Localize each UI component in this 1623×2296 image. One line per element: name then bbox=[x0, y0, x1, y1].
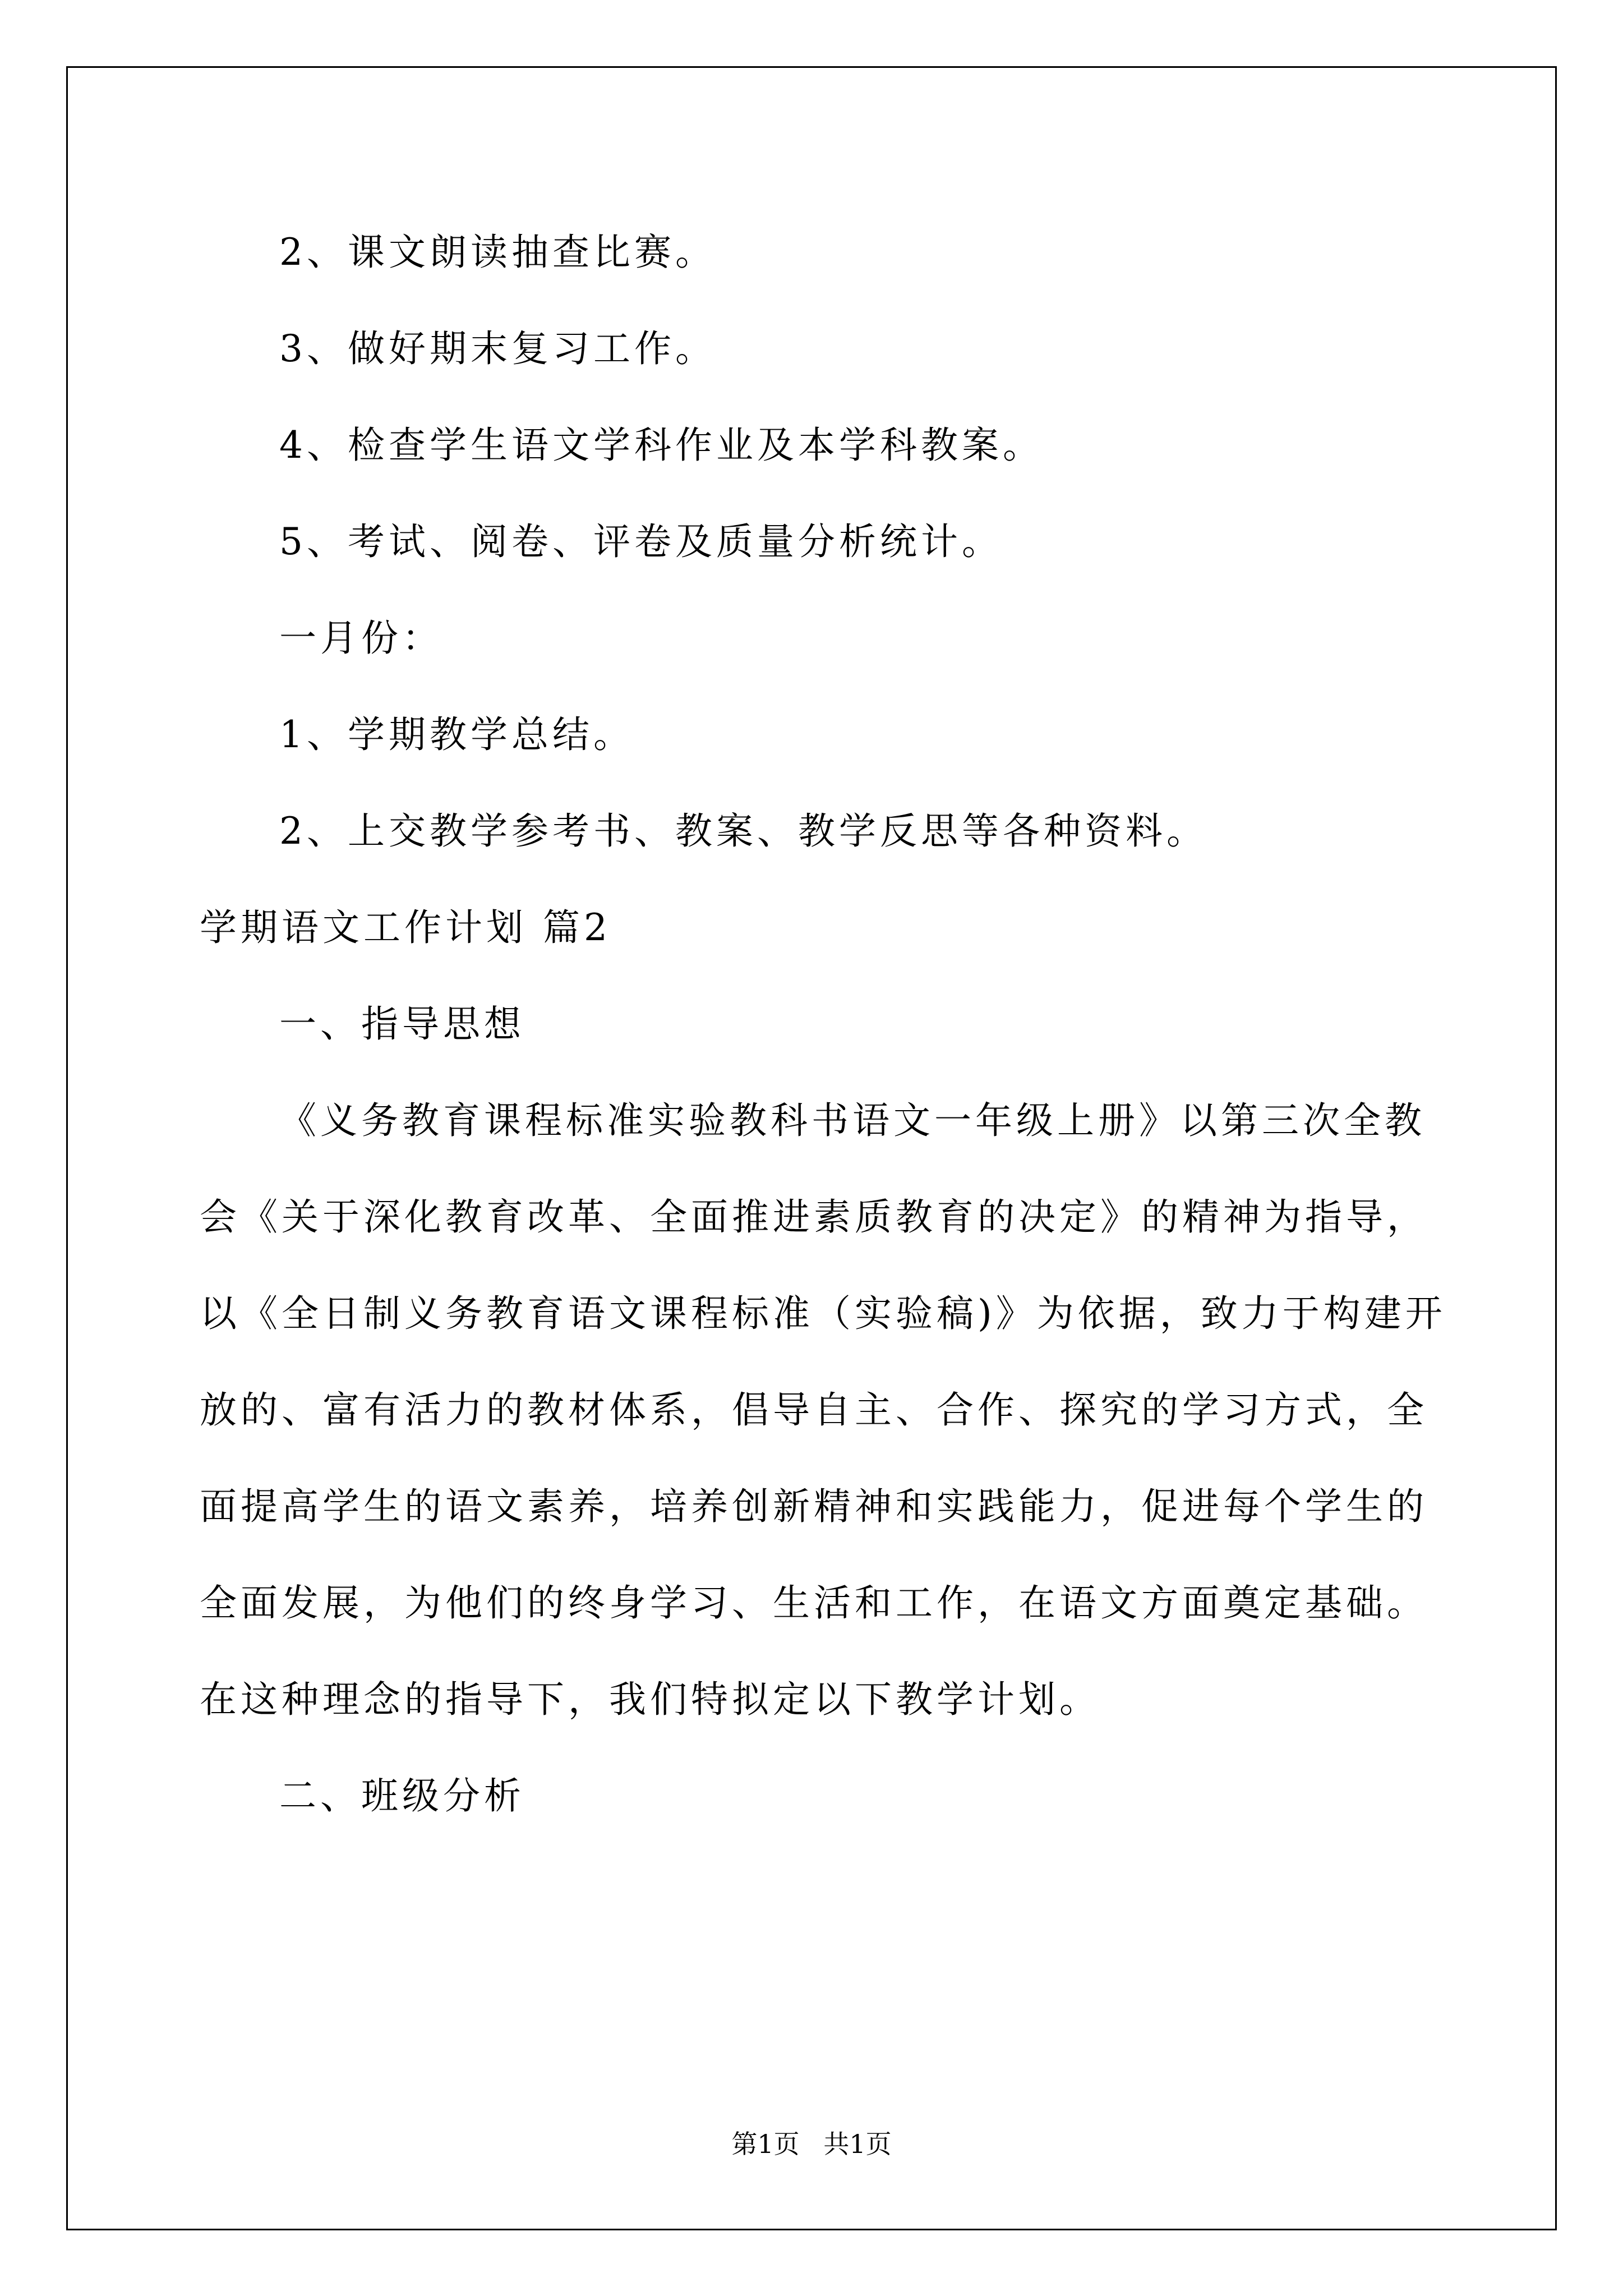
paragraph-line: 全面发展，为他们的终身学习、生活和工作，在语文方面奠定基础。 bbox=[200, 1581, 1428, 1625]
month-heading: 一月份： bbox=[279, 616, 443, 660]
heading-class-analysis: 二、班级分析 bbox=[279, 1774, 525, 1818]
page-number: 第1页 bbox=[731, 2129, 800, 2159]
list-item: 2、课文朗读抽查比赛。 bbox=[279, 231, 716, 274]
paragraph-line: 《义务教育课程标准实验教科书语文一年级上册》以第三次全教 bbox=[279, 1099, 1426, 1142]
section-title: 学期语文工作计划 篇2 bbox=[200, 906, 611, 949]
paragraph-line: 放的、富有活力的教材体系，倡导自主、合作、探究的学习方式，全 bbox=[200, 1388, 1428, 1432]
list-item: 4、检查学生语文学科作业及本学科教案。 bbox=[279, 424, 1044, 467]
paragraph-line: 以《全日制义务教育语文课程标准（实验稿)》为依据，致力于构建开 bbox=[200, 1292, 1446, 1335]
page-total: 共1页 bbox=[823, 2129, 892, 2159]
list-item: 1、学期教学总结。 bbox=[279, 713, 634, 756]
page-footer bbox=[0, 2130, 1623, 2158]
page-border bbox=[66, 66, 1557, 2230]
list-item: 3、做好期末复习工作。 bbox=[279, 327, 716, 370]
list-item: 5、考试、阅卷、评卷及质量分析统计。 bbox=[279, 520, 1003, 563]
paragraph-line: 面提高学生的语文素养，培养创新精神和实践能力，促进每个学生的 bbox=[200, 1485, 1428, 1528]
list-item: 2、上交教学参考书、教案、教学反思等各种资料。 bbox=[279, 809, 1207, 853]
heading-guiding-ideology: 一、指导思想 bbox=[279, 1002, 525, 1046]
paragraph-line: 在这种理念的指导下，我们特拟定以下教学计划。 bbox=[200, 1678, 1100, 1721]
paragraph-line: 会《关于深化教育改革、全面推进素质教育的决定》的精神为指导， bbox=[200, 1195, 1428, 1239]
